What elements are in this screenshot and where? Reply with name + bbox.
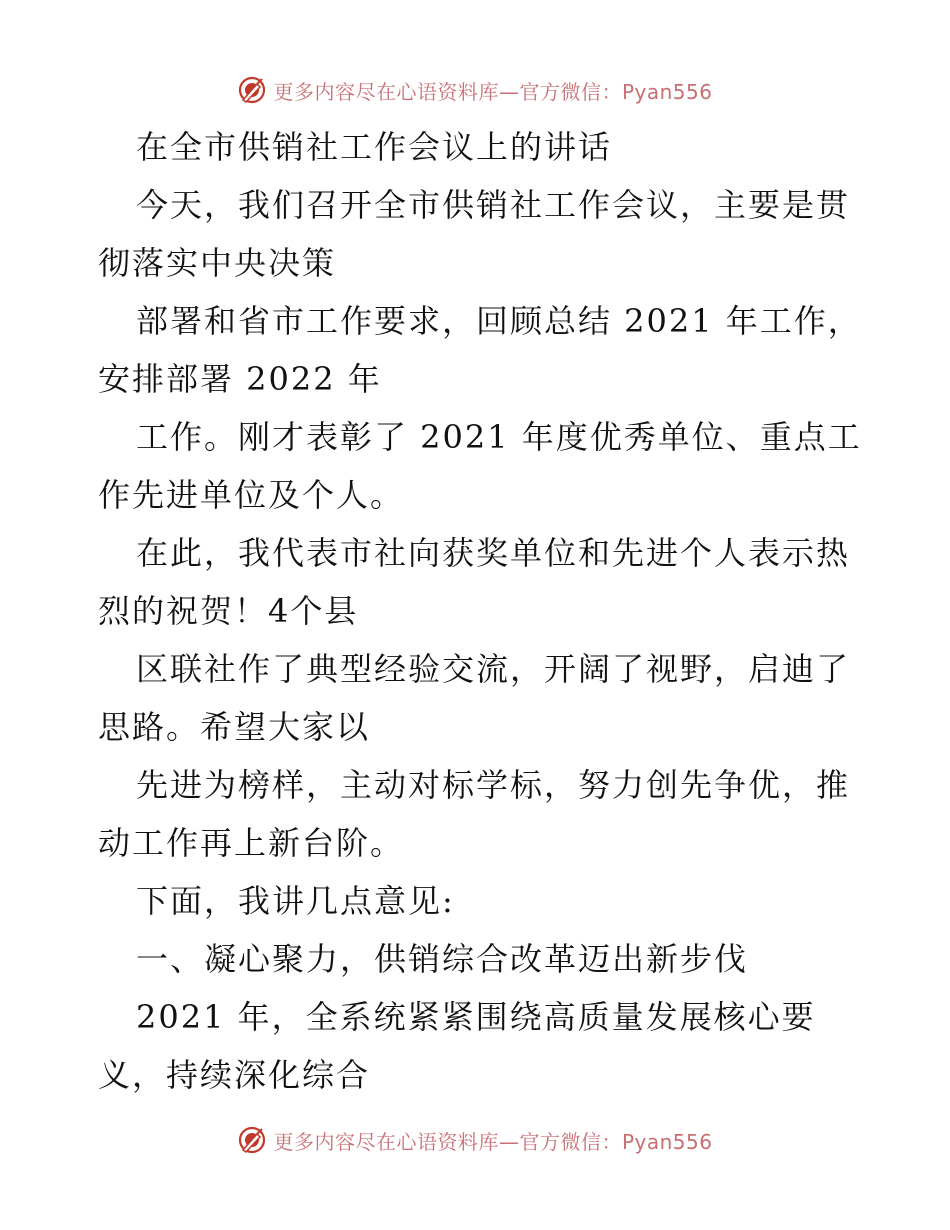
paragraph-line: 思路。希望大家以: [98, 708, 371, 746]
header-text: 更多内容尽在心语资料库—官方微信：Pyan556: [273, 79, 713, 104]
paragraph-line: 安排部署 2022 年: [98, 360, 382, 398]
pen-seal-icon: [237, 1125, 267, 1155]
paragraph-line: 工作。刚才表彰了 2021 年度优秀单位、重点工: [136, 418, 862, 456]
pen-seal-icon: [237, 75, 267, 105]
paragraph-line: 义，持续深化综合: [98, 1056, 371, 1094]
paragraph-line: 烈的祝贺！4个县: [98, 592, 359, 630]
header-banner: [0, 70, 950, 110]
footer-text: 更多内容尽在心语资料库—官方微信：Pyan556: [273, 1129, 713, 1154]
paragraph-line: 部署和省市工作要求，回顾总结 2021 年工作，: [136, 302, 862, 340]
document-body: [98, 118, 862, 1104]
paragraph-line: 2021 年，全系统紧紧围绕高质量发展核心要: [136, 998, 816, 1036]
paragraph-line: 彻落实中央决策: [98, 244, 337, 282]
paragraph-line: 下面，我讲几点意见:: [136, 882, 455, 920]
section-heading: 一、凝心聚力，供销综合改革迈出新步伐: [136, 940, 749, 978]
paragraph-line: 动工作再上新台阶。: [98, 824, 405, 862]
paragraph-line: 在此，我代表市社向获奖单位和先进个人表示热: [136, 534, 851, 572]
paragraph-line: 作先进单位及个人。: [98, 476, 405, 514]
paragraph-line: 今天，我们召开全市供销社工作会议，主要是贯: [136, 186, 851, 224]
paragraph-line: 区联社作了典型经验交流，开阔了视野，启迪了: [136, 650, 851, 688]
paragraph-line: 先进为榜样，主动对标学标，努力创先争优，推: [136, 766, 851, 804]
document-title: 在全市供销社工作会议上的讲话: [136, 128, 613, 166]
footer-banner: [0, 1120, 950, 1160]
